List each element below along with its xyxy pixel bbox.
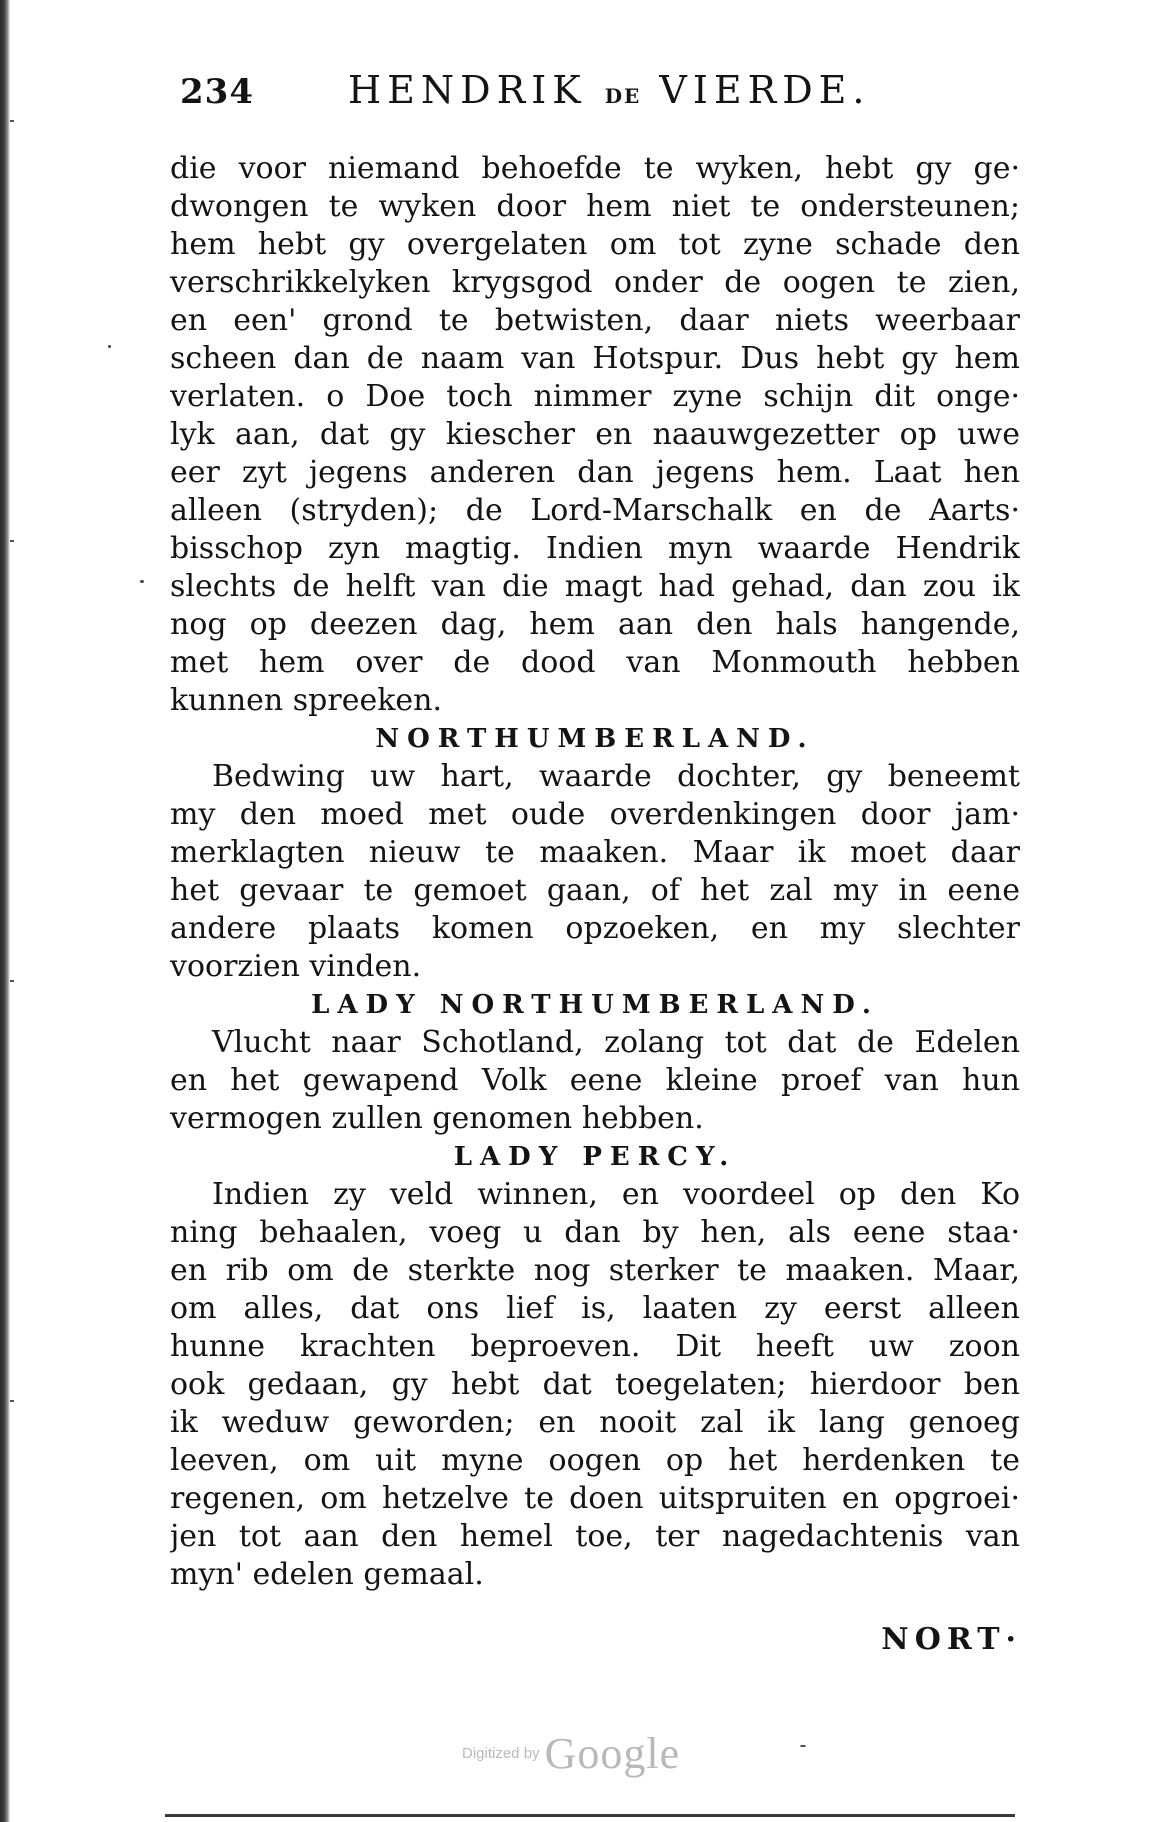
text-line: ook gedaan, gy hebt dat toegelaten; hierdoor ben (170, 1367, 1020, 1402)
text-line: die voor niemand behoefde te wyken, hebt gy ge· (170, 151, 1020, 186)
text-line: Indien zy veld winnen, en voordeel op den Ko (212, 1177, 1020, 1212)
paragraph (170, 150, 1020, 720)
text-line: dwongen te wyken door hem niet te ondersteunen; (170, 189, 1020, 224)
text-line: ning behaalen, voeg u dan by hen, als eene staa· (170, 1215, 1020, 1250)
binding-tick (10, 120, 14, 122)
speaker-heading: NORTHUMBERLAND. (375, 724, 815, 754)
watermark-prefix: Digitized by (462, 1745, 540, 1762)
text-line: merklagten nieuw te maaken. Maar ik moet daar (170, 835, 1020, 870)
speech (170, 720, 1020, 986)
text-line: verlaten. o Doe toch nimmer zyne schijn dit onge· (170, 379, 1020, 414)
catchword: NORT· (881, 1622, 1022, 1657)
text-line: myn' edelen gemaal. (170, 1557, 484, 1592)
bottom-edge-rule (165, 1814, 1015, 1817)
text-line: verschrikkelyken krygsgod onder de oogen te zien, (170, 265, 1020, 300)
text-line: hunne krachten beproeven. Dit heeft uw zoon (170, 1329, 1020, 1364)
paper-speck (140, 580, 144, 583)
body-text (170, 150, 1020, 1594)
text-line: met hem over de dood van Monmouth hebben (170, 645, 1020, 680)
text-line: en rib om de sterkte nog sterker te maaken. Maar, (170, 1253, 1020, 1288)
page-header (180, 68, 1020, 118)
speech (170, 986, 1020, 1138)
text-line: om alles, dat ons lief is, laaten zy eerst alleen (170, 1291, 1020, 1326)
text-line: ik weduw geworden; en nooit zal ik lang genoeg (170, 1405, 1020, 1440)
text-line: eer zyt jegens anderen dan jegens hem. Laat hen (170, 455, 1020, 490)
text-line: en een' grond te betwisten, daar niets weerbaar (170, 303, 1020, 338)
running-head-part: VIERDE. (659, 68, 871, 112)
text-line: het gevaar te gemoet gaan, of het zal my in eene (170, 873, 1020, 908)
text-line: jen tot aan den hemel toe, ter nagedachtenis van (170, 1519, 1020, 1554)
text-line: Bedwing uw hart, waarde dochter, gy beneemt (212, 759, 1020, 794)
watermark-brand: Google (544, 1729, 681, 1778)
binding-tick (10, 980, 14, 982)
text-line: scheen dan de naam van Hotspur. Dus hebt gy hem (170, 341, 1020, 376)
running-head-part: HENDRIK (348, 68, 587, 112)
text-line: voorzien vinden. (170, 949, 422, 984)
binding-tick (10, 1400, 14, 1402)
text-line: alleen (stryden); de Lord-Marschalk en de Aarts· (170, 493, 1020, 528)
digitization-watermark (462, 1728, 680, 1779)
running-head (348, 68, 870, 112)
text-line: Vlucht naar Schotland, zolang tot dat de Edelen (212, 1025, 1020, 1060)
text-line: en het gewapend Volk eene kleine proef van hun (170, 1063, 1020, 1098)
text-line: my den moed met oude overdenkingen door jam· (170, 797, 1020, 832)
paper-speck (800, 1745, 806, 1747)
text-line: kunnen spreeken. (170, 683, 442, 718)
text-line: slechts de helft van die magt had gehad, dan zou ik (170, 569, 1020, 604)
text-line: vermogen zullen genomen hebben. (170, 1101, 704, 1136)
text-line: leeven, om uit myne oogen op het herdenken te (170, 1443, 1020, 1478)
text-line: lyk aan, dat gy kiescher en naauwgezetter op uwe (170, 417, 1020, 452)
running-head-part: DE (604, 84, 642, 108)
page-number: 234 (180, 72, 254, 112)
binding-tick (10, 540, 14, 542)
paper-speck (108, 345, 111, 348)
speaker-heading: LADY NORTHUMBERLAND. (311, 990, 879, 1020)
text-line: nog op deezen dag, hem aan den hals hangende, (170, 607, 1020, 642)
text-line: regenen, om hetzelve te doen uitspruiten en opgroei· (170, 1481, 1020, 1516)
text-line: hem hebt gy overgelaten om tot zyne schade den (170, 227, 1020, 262)
text-line: andere plaats komen opzoeken, en my slechter (170, 911, 1020, 946)
text-line: bisschop zyn magtig. Indien myn waarde Hendrik (170, 531, 1020, 566)
page-binding-edge (0, 0, 10, 1822)
speaker-heading: LADY PERCY. (453, 1142, 737, 1172)
speech (170, 1138, 1020, 1594)
